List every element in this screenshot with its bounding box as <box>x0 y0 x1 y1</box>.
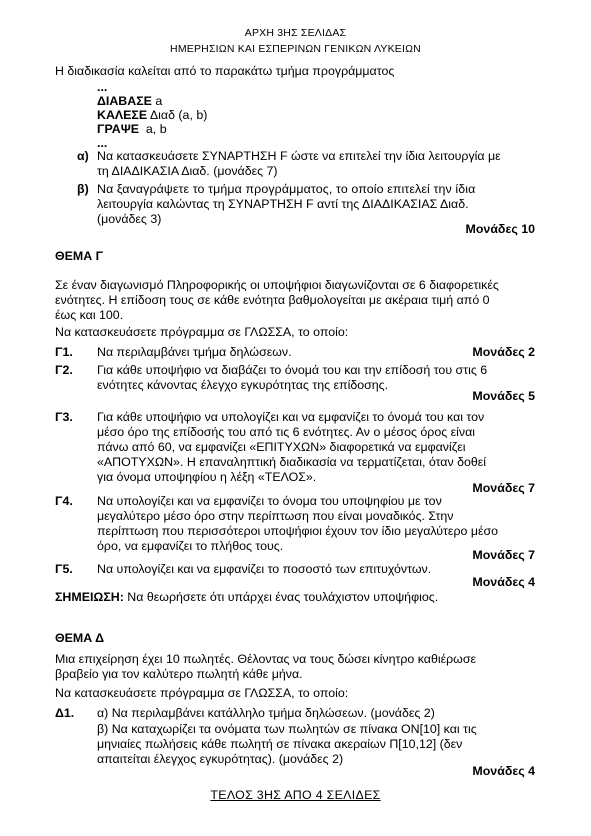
g3-line-5: για όνομα υποψηφίου η λέξη «ΤΕΛΟΣ». <box>97 470 317 484</box>
theme-g-title: ΘΕΜΑ Γ <box>55 249 104 263</box>
code-dots-1: ... <box>97 80 108 94</box>
d1-a: α) Να περιλαμβάνει κατάλληλο τμήμα δηλώσεων. (μονάδες 2) <box>97 706 435 720</box>
subq-b-line-3: (μονάδες 3) <box>97 212 162 226</box>
note-label: ΣΗΜΕΙΩΣΗ: <box>55 590 124 604</box>
d1-b-line-3: απαιτείται έλεγχος εγκυρότητας). (μονάδες 2) <box>97 752 344 766</box>
subq-b-label: β) <box>77 182 89 196</box>
code-call-keyword: ΚΑΛΕΣΕ <box>97 108 148 122</box>
g2-label: Γ2. <box>55 363 73 377</box>
subq-b-line-2: λειτουργία καλώντας τη ΣΥΝΑΡΤΗΣΗ F αντί της ΔΙΑΔΙΚΑΣΙΑΣ Διαδ. <box>97 197 469 211</box>
g5-text: Να υπολογίζει και να εμφανίζει το ποσοστό των επιτυχόντων. <box>97 562 432 576</box>
theme-g-note <box>55 590 438 605</box>
code-write-line <box>97 122 167 137</box>
g1-text: Να περιλαμβάνει τμήμα δηλώσεων. <box>97 345 292 359</box>
g3-line-4: «ΑΠΟΤΥΧΩΝ». Η επαναληπτική διαδικασία να τερματίζεται, όταν δοθεί <box>97 455 487 469</box>
page-footer: ΤΕΛΟΣ 3ΗΣ ΑΠΟ 4 ΣΕΛΙΔΕΣ <box>210 788 381 802</box>
code-read-line <box>97 94 162 109</box>
code-read-arg: a <box>151 94 163 108</box>
theme-d-p1-line-2: βραβείο για τον καλύτερο πωλητή κάθε μήνα. <box>55 667 303 681</box>
g4-line-2: μεγαλύτερο μέσο όρο στην περίπτωση που είναι μοναδικός. Στην <box>97 509 454 523</box>
theme-d-p2: Να κατασκευάσετε πρόγραμμα σε ΓΛΩΣΣΑ, το οποίο: <box>55 686 349 700</box>
theme-g-p1-line-1: Σε έναν διαγωνισμό Πληροφορικής οι υποψήφιοι διαγωνίζονται σε 6 διαφορετικές <box>55 278 499 292</box>
g4-label: Γ4. <box>55 494 73 508</box>
code-read-keyword: ΔΙΑΒΑΣΕ <box>97 94 152 108</box>
d1-b-line-1: β) Να καταχωρίζει τα ονόματα των πωλητών σε πίνακα ΟΝ[10] και τις <box>97 722 477 736</box>
g3-line-1: Για κάθε υποψήφιο να υπολογίζει και να εμφανίζει το όνομά του και τον <box>97 410 485 424</box>
g5-marks: Μονάδες 4 <box>472 575 535 589</box>
g3-marks: Μονάδες 7 <box>472 481 535 495</box>
theme-g-p1-line-3: έως και 100. <box>55 308 124 322</box>
header-line-2: ΗΜΕΡΗΣΙΩΝ ΚΑΙ ΕΣΠΕΡΙΝΩΝ ΓΕΝΙΚΩΝ ΛΥΚΕΙΩΝ <box>170 43 421 55</box>
g3-line-2: μέσο όρο της επίδοσής του από τις 6 ενότητες. Αν ο μέσος όρος είναι <box>97 425 476 439</box>
g4-line-1: Να υπολογίζει και να εμφανίζει το όνομα του υποψηφίου με τον <box>97 494 442 508</box>
code-write-arg: a, b <box>139 122 167 136</box>
g1-marks: Μονάδες 2 <box>472 345 535 359</box>
code-write-keyword: ΓΡΑΨΕ <box>97 122 140 136</box>
g1-label: Γ1. <box>55 345 73 359</box>
g2-marks: Μονάδες 5 <box>472 389 535 403</box>
header-line-1: ΑΡΧΗ 3ΗΣ ΣΕΛΙΔΑΣ <box>244 27 347 39</box>
subq-a-line-2: τη ΔΙΑΔΙΚΑΣΙΑ Διαδ. (μονάδες 7) <box>97 164 278 178</box>
code-call-arg: Διαδ (a, b) <box>147 108 208 122</box>
note-text: Να θεωρήσετε ότι υπάρχει ένας τουλάχιστον υποψήφιος. <box>123 590 439 604</box>
g5-label: Γ5. <box>55 562 73 576</box>
g4-marks: Μονάδες 7 <box>472 548 535 562</box>
marks-b: Μονάδες 10 <box>465 222 535 236</box>
d1-label: Δ1. <box>55 706 75 720</box>
code-dots-2: ... <box>97 136 108 150</box>
code-call-line <box>97 108 207 123</box>
g3-label: Γ3. <box>55 410 73 424</box>
theme-d-title: ΘΕΜΑ Δ <box>55 631 105 645</box>
d1-b-line-2: μηνιαίες πωλήσεις κάθε πωλητή σε πίνακα ακεραίων Π[10,12] (δεν <box>97 737 463 751</box>
g4-line-3: περίπτωση που περισσότεροι υποψήφιοι έχουν τον ίδιο μεγαλύτερο μέσο <box>97 524 499 538</box>
theme-g-p2: Να κατασκευάσετε πρόγραμμα σε ΓΛΩΣΣΑ, το οποίο: <box>55 325 349 339</box>
subq-a-label: α) <box>77 149 89 163</box>
g2-line-1: Για κάθε υποψήφιο να διαβάζει το όνομά του και την επίδοσή του στις 6 <box>97 363 488 377</box>
g2-line-2: ενότητες κάνοντας έλεγχο εγκυρότητας της επίδοσης. <box>97 378 389 392</box>
intro-text: Η διαδικασία καλείται από το παρακάτω τμήμα προγράμματος <box>55 64 395 78</box>
subq-a-line-1: Να κατασκευάσετε ΣΥΝΑΡΤΗΣΗ F ώστε να επιτελεί την ίδια λειτουργία με <box>97 149 501 163</box>
g4-line-4: όρο, να εμφανίζει το πλήθος τους. <box>97 539 284 553</box>
theme-d-p1-line-1: Μια επιχείρηση έχει 10 πωλητές. Θέλοντας να τους δώσει κίνητρο καθιέρωσε <box>55 652 477 666</box>
d1-marks: Μονάδες 4 <box>472 764 535 778</box>
subq-b-line-1: Να ξαναγράψετε το τμήμα προγράμματος, το οποίο επιτελεί την ίδια <box>97 182 476 196</box>
g3-line-3: πάνω από 60, να εμφανίζει «ΕΠΙΤΥΧΩΝ» διαφορετικά να εμφανίζει <box>97 440 466 454</box>
theme-g-p1-line-2: ενότητες. Η επίδοση τους σε κάθε ενότητα βαθμολογείται με ακέραια τιμή από 0 <box>55 293 490 307</box>
